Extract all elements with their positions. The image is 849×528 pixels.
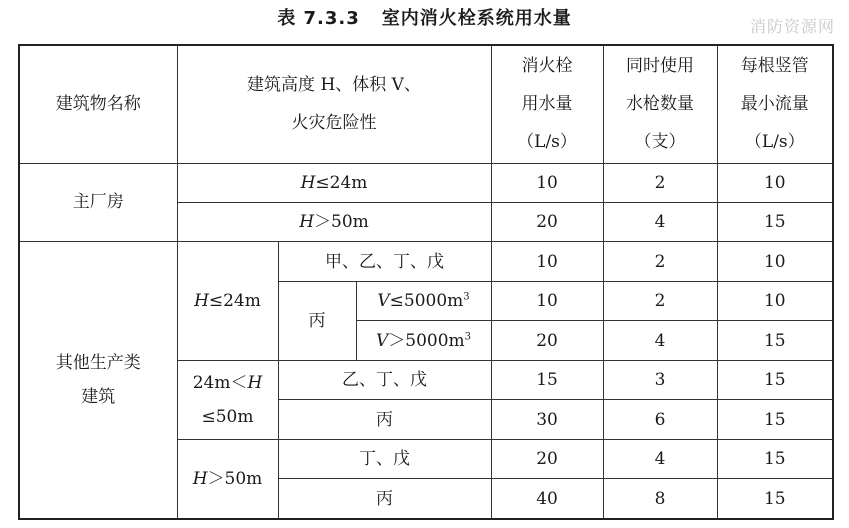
table-caption: 室内消火栓系统用水量 (381, 8, 572, 29)
group1-height: H≤24m (177, 242, 278, 360)
cell-water: 40 (491, 479, 603, 519)
header-building-name: 建筑物名称 (19, 45, 177, 163)
cell-water: 20 (491, 202, 603, 241)
group1-bing: 丙 (278, 281, 356, 360)
cell-guns: 3 (603, 360, 717, 399)
cell-guns: 4 (603, 202, 717, 241)
table-title (0, 4, 849, 30)
main-plant-cond-1: H≤24m (177, 163, 491, 202)
main-plant-cond-2: H＞50m (177, 202, 491, 241)
cell-guns: 4 (603, 439, 717, 478)
group2-hazard-1: 乙、丁、戊 (278, 360, 491, 399)
header-hydrant-water: 消火栓 用水量 （L/s） (491, 45, 603, 163)
cell-guns: 6 (603, 400, 717, 439)
table-number: 表 7.3.3 (277, 8, 360, 29)
cell-flow: 15 (717, 360, 833, 399)
cell-flow: 15 (717, 202, 833, 241)
cell-guns: 4 (603, 321, 717, 360)
header-height-volume-hazard: 建筑高度 H、体积 V、 火灾危险性 (177, 45, 491, 163)
group3-hazard-1: 丁、戊 (278, 439, 491, 478)
cell-guns: 8 (603, 479, 717, 519)
main-plant-name: 主厂房 (19, 163, 177, 242)
cell-guns: 2 (603, 281, 717, 320)
cell-flow: 10 (717, 242, 833, 281)
cell-water: 10 (491, 242, 603, 281)
group3-hazard-2: 丙 (278, 479, 491, 519)
water-demand-table (18, 44, 834, 520)
header-row (19, 45, 833, 163)
other-building-name: 其他生产类 建筑 (19, 242, 177, 519)
group1-volume-large: $V>5000m^3$ (356, 321, 491, 360)
header-min-flow: 每根竖管 最小流量 （L/s） (717, 45, 833, 163)
group2-height: 24m＜H ≤50m (177, 360, 278, 439)
cell-guns: 2 (603, 163, 717, 202)
group2-hazard-2: 丙 (278, 400, 491, 439)
watermark: 消防资源网 (749, 17, 835, 36)
cell-flow: 15 (717, 321, 833, 360)
cell-water: 10 (491, 281, 603, 320)
cell-flow: 15 (717, 479, 833, 519)
header-gun-count: 同时使用 水枪数量 （支） (603, 45, 717, 163)
cell-flow: 10 (717, 281, 833, 320)
cell-flow: 15 (717, 400, 833, 439)
group3-height: H＞50m (177, 439, 278, 519)
cell-flow: 10 (717, 163, 833, 202)
cell-water: 20 (491, 439, 603, 478)
group1-hazard: 甲、乙、丁、戊 (278, 242, 491, 281)
table-row (19, 242, 833, 281)
cell-water: 15 (491, 360, 603, 399)
cell-flow: 15 (717, 439, 833, 478)
group1-volume-small: $V\le 5000m^3$ (356, 281, 491, 320)
cell-water: 20 (491, 321, 603, 360)
table-row (19, 163, 833, 202)
cell-guns: 2 (603, 242, 717, 281)
cell-water: 10 (491, 163, 603, 202)
cell-water: 30 (491, 400, 603, 439)
